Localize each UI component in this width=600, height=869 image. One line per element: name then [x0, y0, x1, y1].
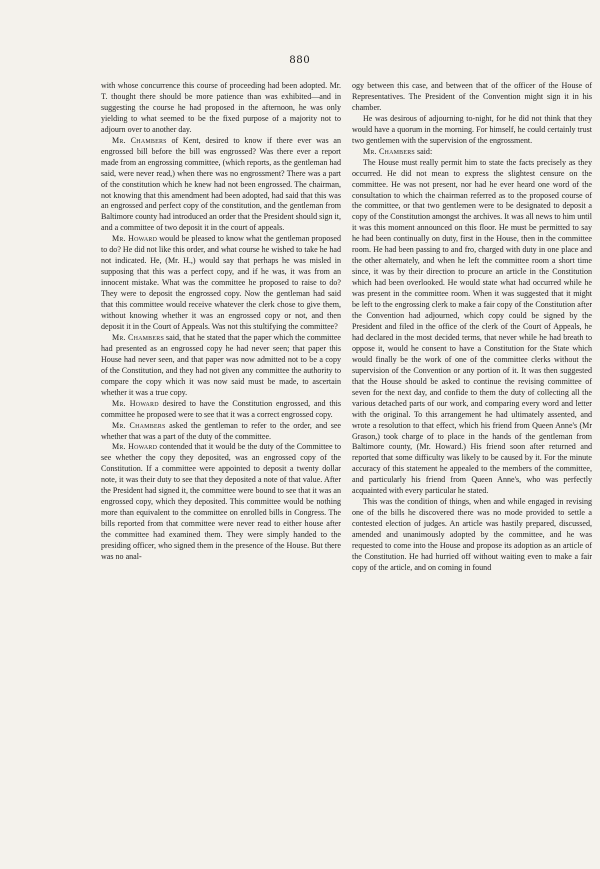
paragraph-text: He was desirous of adjourning to-night, for he did not think that they would have a quorum in the morning. For himself, he could certainly trust two gentlemen with the supervision of the engrossment. — [352, 113, 592, 145]
speaker-name: Mr. Chambers — [112, 332, 164, 342]
paragraph — [101, 399, 341, 421]
paragraph-text: This was the condition of things, when and while engaged in revising one of the bills he discovered there was no mode provided to settle a contested election of judges. An article was hastily prepared, discussed, amended and unanimously adopted by the committee, and he was requested to come into the House and propose its adoption as an article of the Constitution. He had hurried off without waiting even to make a fair copy of the article, and on coming in found — [352, 497, 592, 572]
page-number: 880 — [289, 52, 311, 66]
speaker-name: Mr. Howard — [112, 442, 158, 452]
paragraph — [101, 442, 341, 562]
paragraph — [101, 333, 341, 399]
paragraph — [101, 421, 341, 443]
speaker-name: Mr. Chambers — [112, 135, 167, 145]
speaker-name: Mr. Howard — [112, 398, 159, 408]
paragraph — [101, 234, 341, 333]
paragraph-text: said, that he stated that the paper which the committee had presented as an engrossed copy he had never seen; that paper this House had never seen, and that paper was now admitted not to be a copy of the Constitution, and they had not given any committee the authority to compare the copy which it was now said must be made, to ascertain whether it was a true copy. — [101, 332, 341, 397]
paragraph-text: asked the gentleman to refer to the order, and see whether that was a part of the duty of the committee. — [101, 420, 341, 441]
paragraph — [101, 81, 341, 136]
left-column — [101, 81, 341, 563]
paragraph-text: desired to have the Constitution engrossed, and this committee he proposed were to see that it was a correct engrossed copy. — [101, 398, 341, 419]
right-column — [352, 81, 592, 574]
paragraph — [352, 497, 592, 574]
paragraph — [352, 81, 592, 114]
paragraph-text: The House must really permit him to state the facts precisely as they occurred. He did not mean to express the slightest censure on the committee. He was not present, nor had he ever heard one word of the consultation to which the chairman referred as to the proposed course of the committee, or that two gentlemen were to be designated to deposit a copy of the Constitution amongst the archives. It was all news to him until it was this moment announced on this floor. He must be permitted to say he had been continually on duty, first in the House, then in the committee room. He had been passing to and fro, charged with duty in one place and the other alternately, and when he left the committee room a short time since, it was by their direction to procure an article in the Constitution which had been overlooked. He would state what had occurred while he was present in the committee room. When it was suggested that it might be left to the engrossing clerk to make a fair copy of the Constitution after the Convention had adjourned, which copy could be signed by the President and filed in the office of the clerk of the Court of Appeals, he had declared in the most decided terms, that never while he had breath to oppose it, would he consent to have a Constitution for the State which would finally be the work of one of the committee clerks without the supervision of the Convention or any portion of it. It was then suggested that the House should be asked to continue the revising committee of seven for the next day, and confide to them the duty of collecting all the various detached parts of our work, and comparing every word and letter with the original. To this arrangement he had ultimately assented, and wrote a resolution to that effect, which his friend from Queen Anne's (Mr Grason,) took charge of to place in the hands of the gentleman from Baltimore county, (Mr. Howard.) His friend soon after returned and reported that some difficulty was likely to be caused by it. For the minute accuracy of this statement he appealed to the members of the committee, and particularly his friend from Queen Anne's, who was perfectly acquainted with every particular he stated. — [352, 157, 592, 496]
paragraph-text: ogy between this case, and between that of the officer of the House of Representatives. The President of the Convention might sign it in his chamber. — [352, 81, 592, 112]
speaker-name: Mr. Chambers — [112, 420, 166, 430]
paragraph-text: would be pleased to know what the gentleman proposed to do? He did not like this order, and what course he wished to take he had not indicated. He, (Mr. H.,) would say that perhaps he was misled in supposing that this was a perfect copy, and if he was, it was from an innocent mistake. What was the committee he proposed to raise to do? They were to deposit the engrossed copy. Now the gentleman had said that this committee would receive whatever the clerk chose to give them, without knowing whether it was an engrossed copy or not, and then deposit it in the Court of Appeals. Was not this stultifying the committee? — [101, 234, 341, 331]
paragraph — [101, 136, 341, 235]
paragraph-text: contended that it would be the duty of the Committee to see whether the copy they deposited, was an engrossed copy of the Constitution. If a committee were appointed to deposit a twenty dollar note, it was their duty to see that they deposited a note of that value. After the President had signed it, the committee were bound to see that it was an engrossed copy, which they deposited. This committee would be nothing more than equivalent to the committee on enrolled bills in Congress. The bills reported from that committee were never read to either house after the committee had examined them. They were simply handed to the presiding officer, who signed them in the presence of the House. But there was no anal- — [101, 442, 341, 561]
speaker-name: Mr. Howard — [112, 234, 158, 244]
paragraph — [352, 147, 592, 158]
speaker-name: Mr. Chambers — [363, 146, 415, 156]
paragraph-text: of Kent, desired to know if there ever was an engrossed bill before the bill was engrossed? Was there ever a report made from an engrossing committee, (which reports, as the gentleman had said, were never read,) when there was no engrossment? There was a part of the constitution which he knew had not been engrossed. The chairman, not knowing that this amendment had been adopted, had said that this was an engrossed and perfect copy of the constitution, and the gentleman from Baltimore county had introduced an order that the President should sign it, and a committee of two deposit it in the court of appeals. — [101, 135, 342, 233]
paragraph-text: with whose concurrence this course of proceeding had been adopted. Mr. T. thought there should be more patience than was exhibited—and in suggesting the course he had proposed in the afternoon, he was only yielding to what seemed to be the fixed purpose of a majority not to adjourn over to another day. — [101, 81, 341, 134]
paragraph — [352, 114, 592, 147]
paragraph — [352, 158, 592, 498]
paragraph-text: said: — [414, 146, 433, 156]
